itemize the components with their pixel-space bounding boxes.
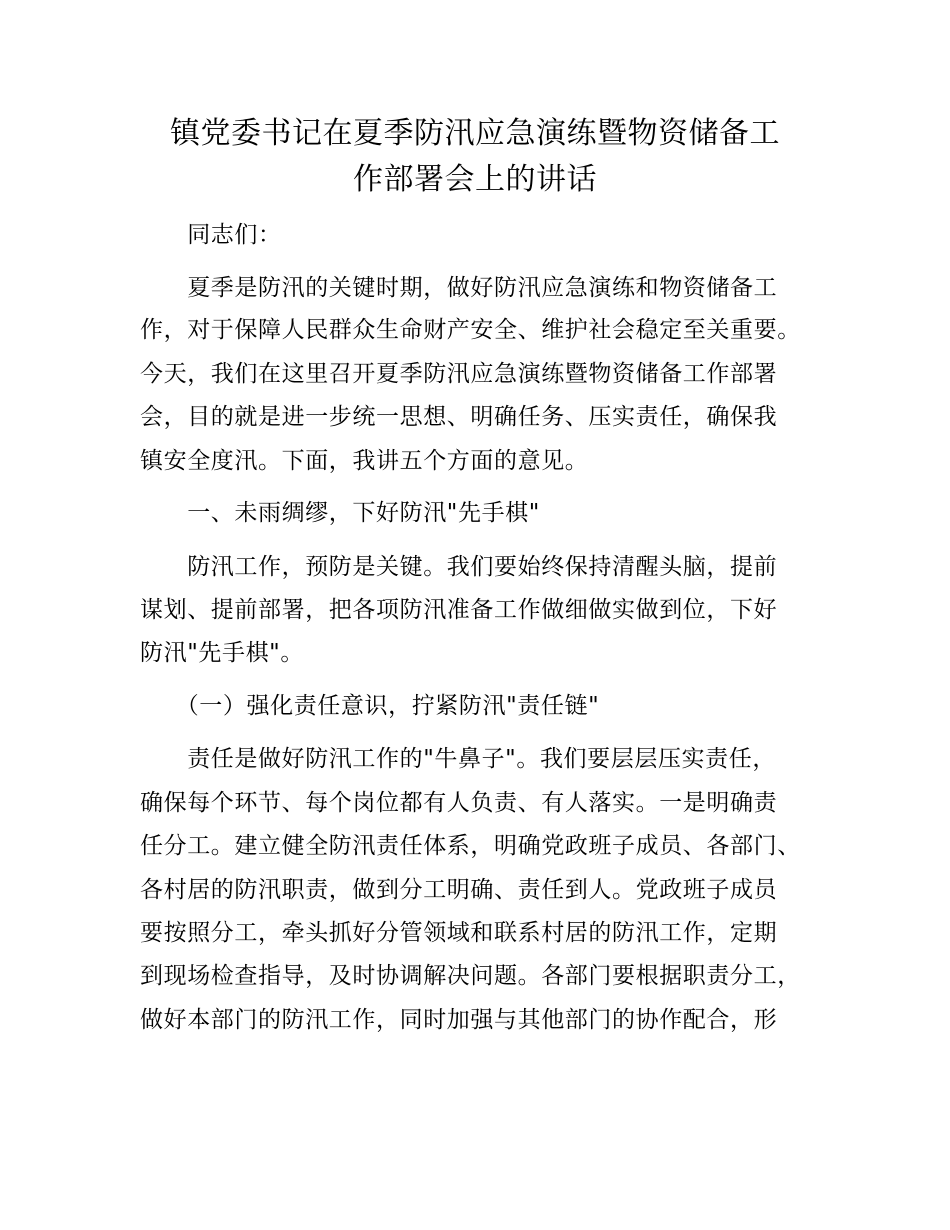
paragraph-line: 会，目的就是进一步统一思想、明确任务、压实责任，确保我 — [140, 404, 778, 430]
paragraph-line: 镇安全度汛。下面，我讲五个方面的意见。 — [140, 448, 589, 474]
paragraph-line: 作，对于保障人民群众生命财产安全、维护社会稳定至关重要。 — [140, 317, 801, 343]
section-heading: 一、未雨绸缪，下好防汛"先手棋" — [140, 500, 540, 526]
paragraph-line: 到现场检查指导，及时协调解决问题。各部门要根据职责分工， — [140, 963, 801, 989]
paragraph-line: 责任是做好防汛工作的"牛鼻子"。我们要层层压实责任， — [140, 746, 776, 772]
paragraph-line: 确保每个环节、每个岗位都有人负责、有人落实。一是明确责 — [140, 790, 778, 816]
salutation: 同志们： — [140, 222, 282, 248]
paragraph-line: 今天，我们在这里召开夏季防汛应急演练暨物资储备工作部署 — [140, 361, 778, 387]
paragraph-line: 各村居的防汛职责，做到分工明确、责任到人。党政班子成员 — [140, 877, 778, 903]
paragraph-line: 谋划、提前部署，把各项防汛准备工作做细做实做到位，下好 — [140, 597, 778, 623]
subsection-heading: （一）强化责任意识，拧紧防汛"责任链" — [140, 693, 600, 719]
paragraph-line: 防汛"先手棋"。 — [140, 640, 304, 666]
document-title-line-2: 作部署会上的讲话 — [353, 162, 597, 197]
paragraph-line: 任分工。建立健全防汛责任体系，明确党政班子成员、各部门、 — [140, 833, 801, 859]
paragraph-line: 做好本部门的防汛工作，同时加强与其他部门的协作配合，形 — [140, 1007, 778, 1033]
document-title-line-1: 镇党委书记在夏季防汛应急演练暨物资储备工 — [170, 116, 780, 151]
paragraph-line: 要按照分工，牵头抓好分管领域和联系村居的防汛工作，定期 — [140, 920, 778, 946]
paragraph-line: 夏季是防汛的关键时期，做好防汛应急演练和物资储备工 — [140, 275, 778, 301]
paragraph-line: 防汛工作，预防是关键。我们要始终保持清醒头脑，提前 — [140, 554, 778, 580]
